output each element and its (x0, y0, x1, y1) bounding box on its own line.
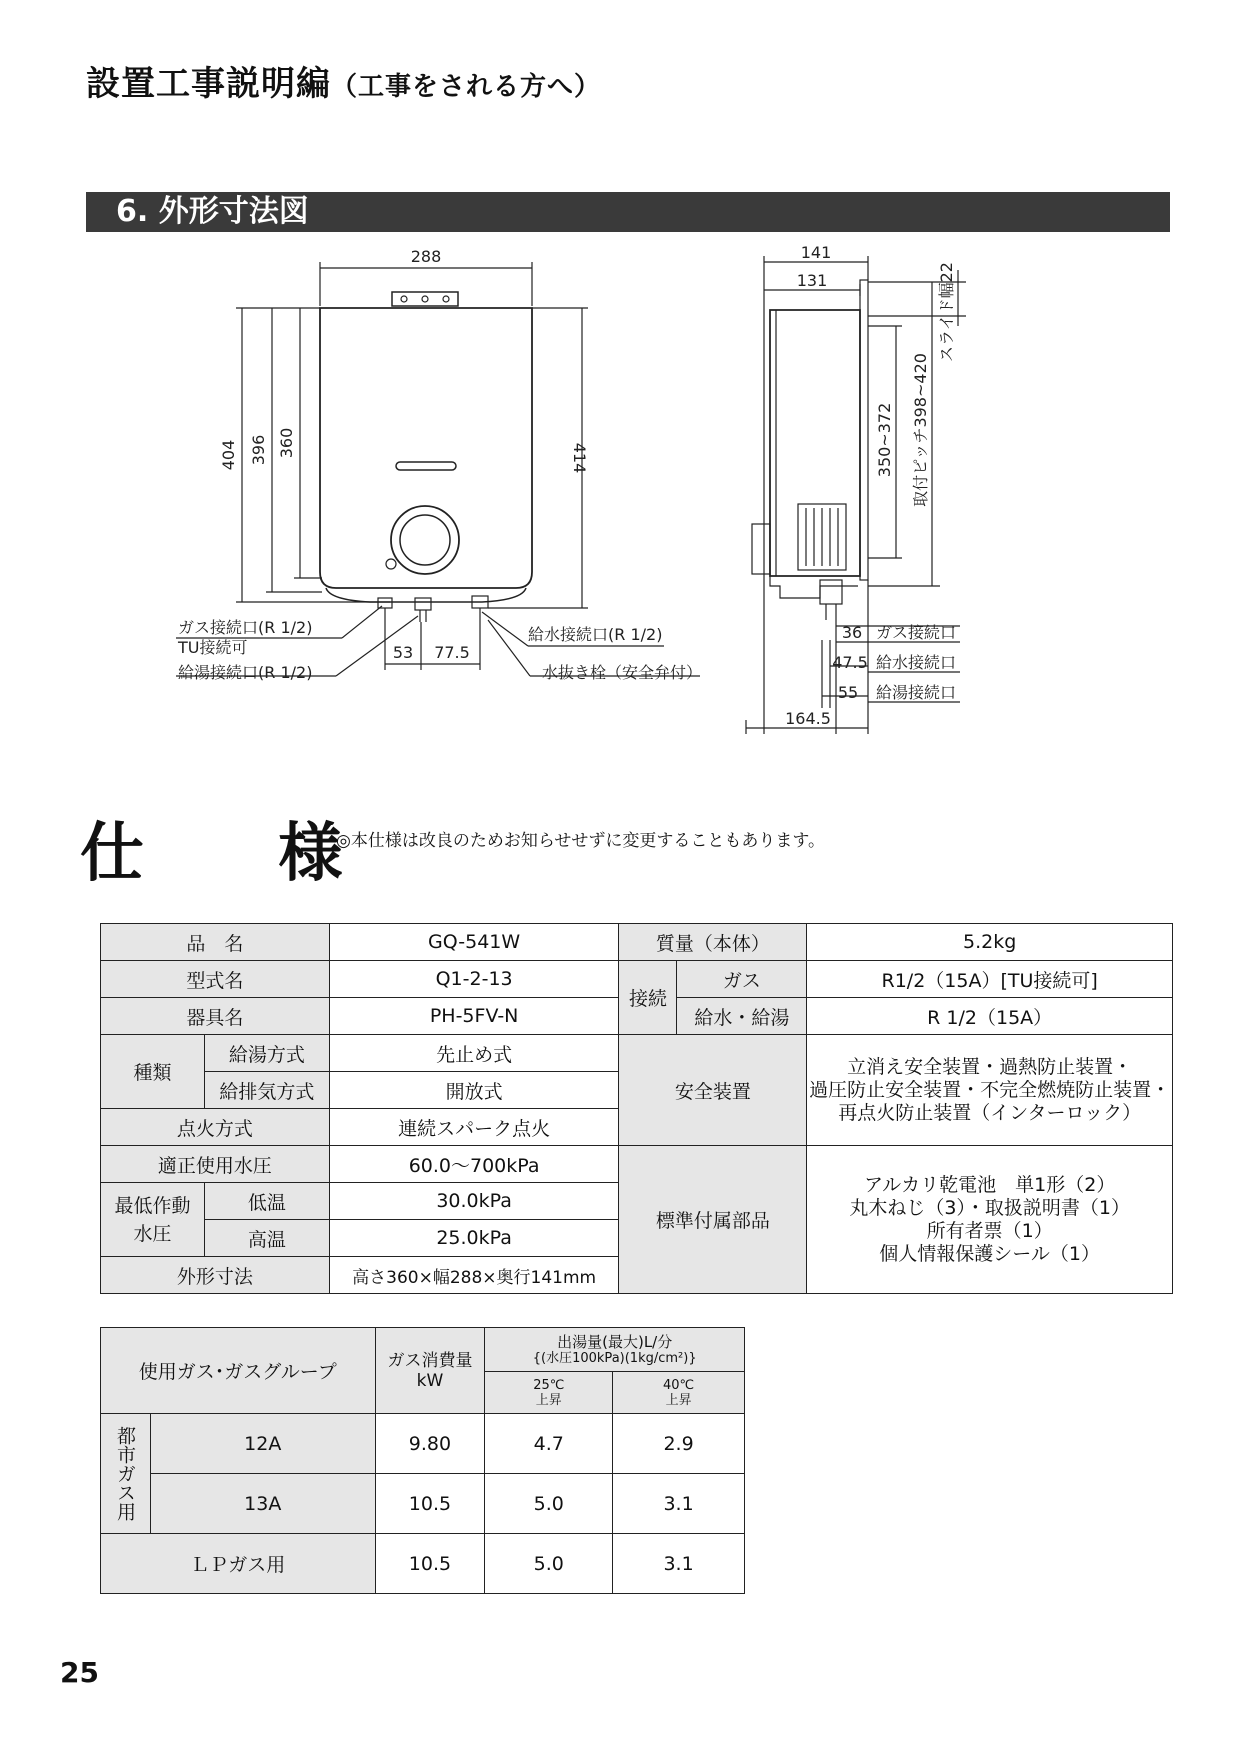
accessory-line-3: 所有者票（1） (926, 1219, 1053, 1242)
col-flow-line-2: {(水圧100kPa)(1kg/cm²)} (532, 1350, 697, 1366)
side-label-gas: ガス接続口 (876, 623, 957, 642)
table-row (101, 1414, 745, 1474)
front-width-288: 288 (410, 247, 442, 266)
gas-label: ガス (677, 961, 807, 998)
table-row (101, 1534, 745, 1594)
gas-table (100, 1327, 745, 1594)
title-sub: （工事をされる方へ） (331, 72, 602, 102)
col-gas-header: 使用ガス･ガスグループ (101, 1328, 376, 1414)
accessories-label: 標準付属部品 (619, 1146, 807, 1294)
spec-heading: 仕 様 (80, 817, 399, 891)
safety-line-2: 過圧防止安全装置・不完全燃焼防止装置・ (809, 1078, 1171, 1101)
accessories (807, 1146, 1173, 1294)
front-label-tu: TU接続可 (178, 638, 248, 657)
safety-line-3: 再点火防止装置（インターロック） (838, 1101, 1142, 1124)
col-40-header (613, 1372, 745, 1414)
safety-line-1: 立消え安全装置・過熱防止装置・ (847, 1055, 1133, 1078)
col-flow-header (485, 1328, 745, 1372)
title-main: 設置工事説明編 (86, 64, 331, 104)
city-gas-label (101, 1414, 151, 1534)
supply: 先止め式 (329, 1035, 619, 1072)
col-40-line-2: 上昇 (665, 1392, 692, 1408)
side-pitch-398: 取付ピッチ398~420 (911, 353, 930, 507)
front-height-404: 404 (219, 439, 238, 471)
col-consumption-header (375, 1328, 485, 1414)
section-header-bar (86, 192, 1170, 232)
gas-kw: 10.5 (375, 1534, 485, 1594)
side-slide: スライド幅22 (937, 262, 956, 362)
table-row (101, 1474, 745, 1534)
col-flow-line-1: 出湯量(最大)L/分 (557, 1332, 673, 1351)
min-pressure-label (101, 1183, 205, 1257)
model-label: 型式名 (101, 961, 330, 998)
accessory-line-1: アルカリ乾電池 単1形（2） (863, 1173, 1116, 1196)
gas-flow-25: 4.7 (485, 1414, 613, 1474)
low-temp-label: 低温 (204, 1183, 329, 1220)
pressure: 60.0～700kPa (329, 1146, 619, 1183)
dimensions: 高さ360×幅288×奥行141mm (329, 1257, 619, 1294)
spec-table (100, 923, 1173, 1294)
gas-name: 12A (150, 1414, 375, 1474)
side-pitch-350: 350~372 (875, 402, 894, 478)
gas-flow-25: 5.0 (485, 1474, 613, 1534)
page-title (86, 56, 601, 105)
front-label-hot: 給湯接続口(R 1/2) (178, 663, 313, 682)
safety-label: 安全装置 (619, 1035, 807, 1146)
type-label: 種類 (101, 1035, 205, 1109)
side-depth-164-5: 164.5 (785, 709, 831, 728)
spec-note: ◎本仕様は改良のためお知らせせずに変更することもあります。 (336, 831, 825, 851)
col-consumption-line-2: kW (416, 1370, 444, 1391)
side-label-water: 給水接続口 (876, 653, 957, 672)
device: PH-5FV-N (329, 998, 619, 1035)
water-hot-label: 給水・給湯 (677, 998, 807, 1035)
gas-flow-25: 5.0 (485, 1534, 613, 1594)
gas-flow-40: 3.1 (613, 1534, 745, 1594)
col-25-line-2: 上昇 (535, 1392, 562, 1408)
high-temp-label: 高温 (204, 1220, 329, 1257)
accessory-line-4: 個人情報保護シール（1） (879, 1242, 1101, 1265)
front-height-360: 360 (277, 427, 296, 459)
supply-label: 給湯方式 (204, 1035, 329, 1072)
side-depth-141: 141 (800, 243, 832, 262)
dimension-drawing (0, 240, 1240, 760)
front-label-gas: ガス接続口(R 1/2) (178, 618, 313, 637)
col-40-line-1: 40℃ (663, 1377, 695, 1393)
ignition: 連続スパーク点火 (329, 1109, 619, 1146)
side-dim-36: 36 (841, 623, 863, 642)
front-label-water: 給水接続口(R 1/2) (528, 625, 663, 644)
high-temp-pressure: 25.0kPa (329, 1220, 619, 1257)
model: Q1-2-13 (329, 961, 619, 998)
side-dim-47-5: 47.5 (832, 653, 868, 672)
gas-kw: 9.80 (375, 1414, 485, 1474)
water-hot-connection: R 1/2（15A） (807, 998, 1173, 1035)
front-height-414: 414 (570, 442, 589, 474)
mass-label: 質量（本体） (619, 924, 807, 961)
pressure-label: 適正使用水圧 (101, 1146, 330, 1183)
product-name: GQ-541W (329, 924, 619, 961)
gas-kw: 10.5 (375, 1474, 485, 1534)
front-dim-77-5: 77.5 (434, 643, 470, 662)
front-view (176, 262, 700, 676)
side-dim-55: 55 (837, 683, 859, 702)
col-25-header (485, 1372, 613, 1414)
section-title: 6. 外形寸法図 (116, 194, 309, 229)
accessory-line-2: 丸木ねじ（3）・取扱説明書（1） (849, 1196, 1130, 1219)
gas-name: ＬＰガス用 (101, 1534, 376, 1594)
side-label-hot: 給湯接続口 (876, 683, 957, 702)
exhaust-label: 給排気方式 (204, 1072, 329, 1109)
front-view-labels (177, 247, 702, 682)
low-temp-pressure: 30.0kPa (329, 1183, 619, 1220)
front-dim-53: 53 (392, 643, 414, 662)
connection-label: 接続 (619, 961, 677, 1035)
ignition-label: 点火方式 (101, 1109, 330, 1146)
product-name-label: 品 名 (101, 924, 330, 961)
exhaust: 開放式 (329, 1072, 619, 1109)
col-consumption-line-1: ガス消費量 (387, 1350, 473, 1371)
front-label-drain: 水抜き栓（安全弁付） (542, 663, 703, 682)
city-gas-text: 都市ガス用 (113, 1426, 136, 1521)
min-pressure-line-1: 最低作動 (114, 1194, 191, 1217)
gas-connection: R1/2（15A）[TU接続可] (807, 961, 1173, 998)
front-height-396: 396 (249, 434, 268, 466)
safety-devices (807, 1035, 1173, 1146)
mass: 5.2kg (807, 924, 1173, 961)
dimensions-label: 外形寸法 (101, 1257, 330, 1294)
gas-flow-40: 3.1 (613, 1474, 745, 1534)
page-number: 25 (60, 1656, 99, 1689)
device-label: 器具名 (101, 998, 330, 1035)
gas-flow-40: 2.9 (613, 1414, 745, 1474)
side-depth-131: 131 (796, 271, 828, 290)
col-25-line-1: 25℃ (533, 1377, 565, 1393)
min-pressure-line-2: 水圧 (133, 1222, 172, 1245)
gas-name: 13A (150, 1474, 375, 1534)
